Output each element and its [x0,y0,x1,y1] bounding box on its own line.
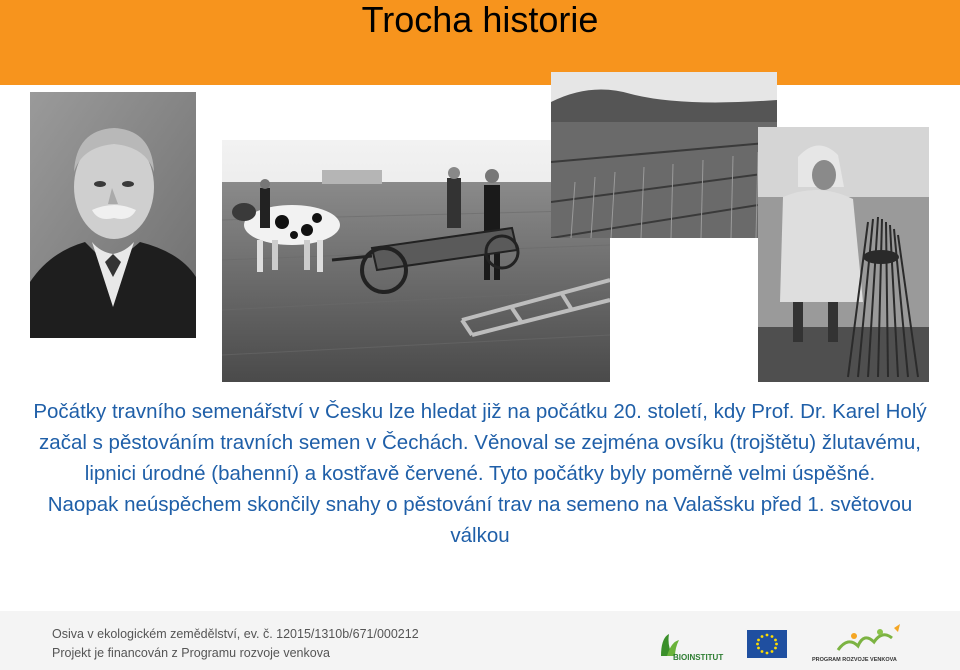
grass-plots-photo [551,72,777,238]
bioinstitut-logo [655,630,727,662]
history-paragraph-2: Naopak neúspěchem skončily snahy o pěstování trav na semeno na Valašsku před 1. světovou válkou [47,493,913,547]
eu-flag-logo [747,630,787,658]
program-rozvoje-venkova-logo [808,622,908,664]
bioinstitut-logo-text: BIOINSTITUT [673,653,724,662]
woman-with-sheaves-photo [758,127,929,382]
program-rozvoje-venkova-text: PROGRAM ROZVOJE VENKOVA [812,657,897,663]
history-paragraph-1: Počátky travního semenářství v Česku lze hledat již na počátku 20. století, kdy Prof. Dr. Karel Holý začal s pěstováním travních semen v Čechách. Věnoval se zejména ovsíku (trojštětu) žlutavému, lipnici úrodné (bahenní) a kostřavě červené. Tyto počátky byly poměrně velmi úspěšné. [33,400,927,485]
slide-title: Trocha historie [361,0,599,40]
description-text [20,396,940,551]
footer-financing-note: Projekt je financován z Programu rozvoje venkova [52,646,330,660]
portrait-photo [30,92,196,338]
footer-project-info [52,625,419,663]
footer-project-title: Osiva v ekologickém zemědělství, ev. č. 12015/1310b/671/000212 [52,627,419,641]
